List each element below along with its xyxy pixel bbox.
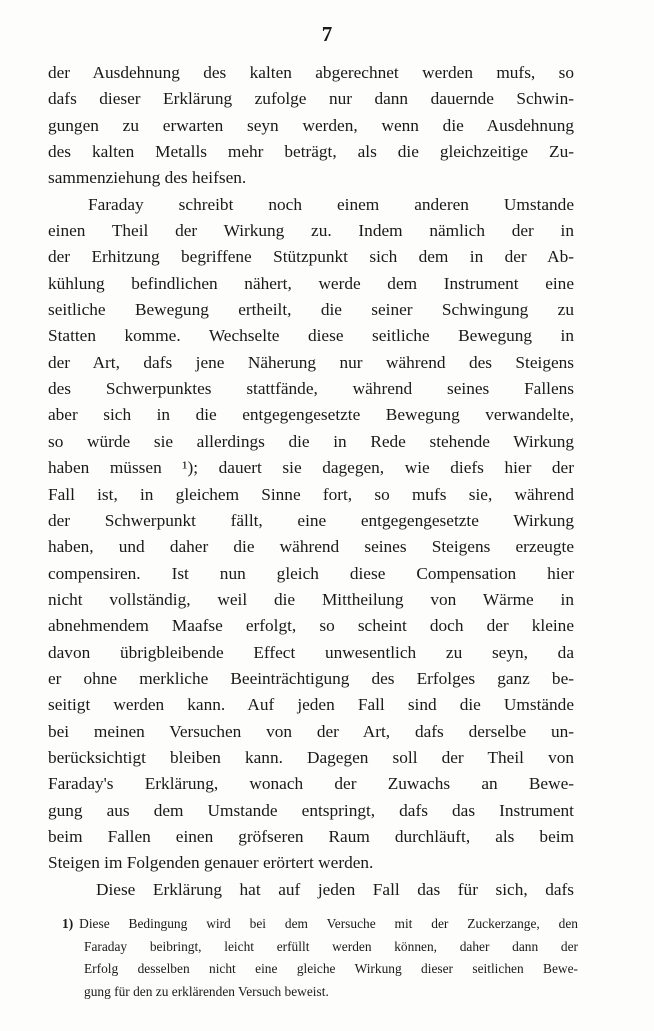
body-text [48, 60, 574, 903]
footnote [48, 913, 578, 1003]
text-line: der Ausdehnung des kalten abgerechnet werden mufs, so [48, 63, 574, 82]
footnote-line: Erfolg desselben nicht eine gleiche Wirkung dieser seitlichen Bewe- [84, 961, 578, 976]
text-line: einen Theil der Wirkung zu. Indem nämlich der in [48, 221, 574, 241]
text-line: gungen zu erwarten seyn werden, wenn die Ausdehnung [48, 115, 574, 135]
text-line: aber sich in die entgegengesetzte Bewegung verwandelte, [48, 405, 574, 425]
text-line: der Schwerpunkt fällt, eine entgegengesetzte Wirkung [48, 510, 574, 530]
text-line: kühlung befindlichen nähert, werde dem Instrument eine [48, 273, 574, 293]
text-line: haben, und daher die während seines Steigens erzeugte [48, 537, 574, 557]
text-line: abnehmendem Maafse erfolgt, so scheint doch der kleine [48, 616, 574, 636]
footnote-line: Faraday beibringt, leicht erfüllt werden können, daher dann der [84, 938, 578, 954]
text-line: des kalten Metalls mehr beträgt, als die gleichzeitige Zu- [48, 142, 574, 162]
footnote-line: gung für den zu erklärenden Versuch beweist. [84, 983, 329, 999]
text-line: gung aus dem Umstande entspringt, dafs das Instrument [48, 800, 574, 820]
text-line: er ohne merkliche Beeinträchtigung des Erfolges ganz be- [48, 668, 574, 688]
text-line: Statten komme. Wechselte diese seitliche Bewegung in [48, 326, 574, 346]
text-line: seitliche Bewegung ertheilt, die seiner Schwingung zu [48, 300, 574, 320]
text-line: Diese Erklärung hat auf jeden Fall das für sich, dafs [96, 879, 574, 899]
page-number: 7 [321, 22, 333, 46]
text-line: Faraday schreibt noch einem anderen Umstande [88, 194, 574, 214]
text-line: Steigen im Folgenden genauer erörtert werden. [48, 853, 374, 873]
text-line: seitigt werden kann. Auf jeden Fall sind die Umstände [48, 695, 574, 715]
text-line: nicht vollständig, weil die Mittheilung von Wärme in [48, 589, 574, 609]
text-line: beim Fallen einen gröfseren Raum durchläuft, als beim [48, 826, 574, 846]
text-line: so würde sie allerdings die in Rede stehende Wirkung [48, 431, 574, 451]
text-line: davon übrigbleibende Effect unwesentlich zu seyn, da [48, 642, 574, 662]
footnote-text: Diese Bedingung wird bei dem Versuche mit der Zuckerzange, den [79, 916, 578, 931]
text-line: haben müssen ¹); dauert sie dagegen, wie diefs hier der [48, 458, 574, 478]
footnote-marker: 1) [62, 916, 74, 931]
footnote-line [48, 913, 578, 936]
text-line: compensiren. Ist nun gleich diese Compensation hier [48, 563, 574, 583]
text-line: berücksichtigt bleiben kann. Dagegen soll der Theil von [48, 747, 574, 767]
text-line: der Art, dafs jene Näherung nur während des Steigens [48, 352, 574, 372]
text-line: Fall ist, in gleichem Sinne fort, so mufs sie, während [48, 484, 574, 504]
text-line: sammenziehung des heifsen. [48, 168, 247, 188]
text-line: des Schwerpunktes stattfände, während seines Fallens [48, 379, 574, 399]
text-line: der Erhitzung begriffene Stützpunkt sich dem in der Ab- [48, 247, 574, 267]
text-line: Faraday's Erklärung, wonach der Zuwachs an Bewe- [48, 774, 574, 794]
text-line: dafs dieser Erklärung zufolge nur dann dauernde Schwin- [48, 89, 574, 109]
text-line: bei meinen Versuchen von der Art, dafs derselbe un- [48, 721, 574, 741]
